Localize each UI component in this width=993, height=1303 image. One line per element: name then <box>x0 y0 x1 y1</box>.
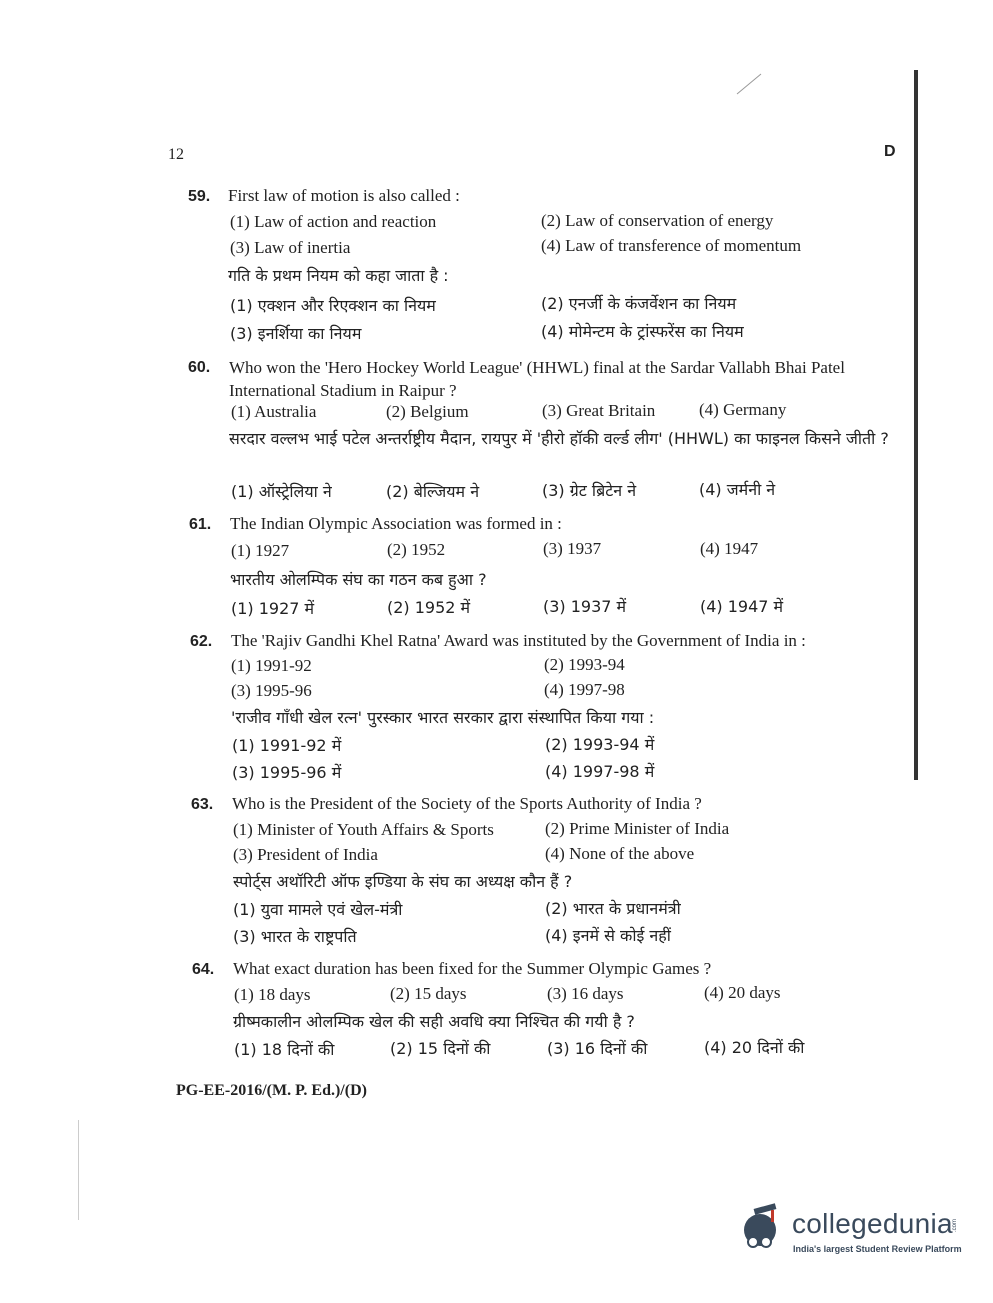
option-hi-3: (3) 1937 में <box>543 597 627 616</box>
question-number: 62. <box>190 633 213 650</box>
option-en-2: (2) Belgium <box>386 402 469 421</box>
option-hi-1: (1) 18 दिनों की <box>234 1040 335 1059</box>
question-text-en: The 'Rajiv Gandhi Khel Ratna' Award was instituted by the Government of India in : <box>231 631 806 650</box>
option-en-3: (3) 1937 <box>543 539 602 558</box>
question-text-hi: गति के प्रथम नियम को कहा जाता है : <box>228 266 449 285</box>
option-en-2: (2) 15 days <box>390 984 467 1003</box>
question-text-en: First law of motion is also called : <box>228 186 460 205</box>
option-en-2: (2) Prime Minister of India <box>545 819 730 838</box>
question-number: 61. <box>189 516 212 533</box>
set-code: D <box>884 143 896 160</box>
option-en-1: (1) 1991-92 <box>231 656 312 675</box>
option-en-1: (1) Law of action and reaction <box>230 212 437 231</box>
question-number: 64. <box>192 961 215 978</box>
page-number: 12 <box>168 146 184 163</box>
logo-dot-com: .com <box>952 1218 958 1232</box>
option-hi-4: (4) 20 दिनों की <box>704 1038 805 1057</box>
question-number: 59. <box>188 188 211 205</box>
question-text-en: Who is the President of the Society of the Sports Authority of India ? <box>232 794 702 813</box>
margin-rule <box>78 1120 79 1220</box>
option-hi-3: (3) ग्रेट ब्रिटेन ने <box>542 481 637 500</box>
option-en-2: (2) 1952 <box>387 540 446 559</box>
option-hi-1: (1) युवा मामले एवं खेल-मंत्री <box>233 900 403 919</box>
pen-mark <box>735 72 765 96</box>
option-hi-1: (1) एक्शन और रिएक्शन का नियम <box>230 296 436 315</box>
option-en-3: (3) President of India <box>233 845 378 864</box>
option-hi-3: (3) 1995-96 में <box>232 763 342 782</box>
option-hi-4: (4) 1997-98 में <box>545 762 655 781</box>
option-en-2: (2) 1993-94 <box>544 655 625 674</box>
option-hi-4: (4) मोमेन्टम के ट्रांस्फरेंस का नियम <box>541 322 744 341</box>
option-en-1: (1) Australia <box>231 402 317 421</box>
option-en-4: (4) Law of transference of momentum <box>541 236 802 255</box>
option-hi-2: (2) एनर्जी के कंजर्वेशन का नियम <box>541 294 737 313</box>
option-hi-2: (2) 1993-94 में <box>545 735 655 754</box>
option-hi-4: (4) जर्मनी ने <box>699 480 776 499</box>
question-text-en: What exact duration has been fixed for the Summer Olympic Games ? <box>233 959 712 978</box>
paper-code: PG-EE-2016/(M. P. Ed.)/(D) <box>176 1082 367 1099</box>
option-hi-4: (4) इनमें से कोई नहीं <box>545 926 671 945</box>
option-hi-1: (1) 1927 में <box>231 599 315 618</box>
option-en-4: (4) 1997-98 <box>544 680 625 699</box>
question-text-hi: भारतीय ओलम्पिक संघ का गठन कब हुआ ? <box>230 570 487 589</box>
question-text-en: Who won the 'Hero Hockey World League' (HHWL) final at the Sardar Vallabh Bhai Patel International Stadium in Raipur ? <box>229 358 845 400</box>
question-number: 63. <box>191 796 214 813</box>
question-text-hi: ग्रीष्मकालीन ओलम्पिक खेल की सही अवधि क्या निश्चित की गयी है ? <box>233 1012 635 1031</box>
option-en-4: (4) None of the above <box>545 844 695 863</box>
option-hi-3: (3) 16 दिनों की <box>547 1039 648 1058</box>
brand-tagline: India's largest Student Review Platform <box>793 1244 962 1254</box>
question-text-hi: स्पोर्ट्स अथॉरिटी ऑफ इण्डिया के संघ का अध्यक्ष कौन हैं ? <box>233 872 573 891</box>
option-en-4: (4) Germany <box>699 400 787 419</box>
option-en-2: (2) Law of conservation of energy <box>541 211 774 230</box>
option-en-3: (3) 16 days <box>547 984 624 1003</box>
mascot-icon <box>744 1203 776 1247</box>
option-en-4: (4) 1947 <box>700 539 759 558</box>
option-hi-2: (2) 15 दिनों की <box>390 1039 491 1058</box>
option-hi-3: (3) भारत के राष्ट्रपति <box>233 927 357 946</box>
brand-name: collegedunia <box>792 1208 953 1239</box>
question-text-hi: 'राजीव गाँधी खेल रत्न' पुरस्कार भारत सरकार द्वारा संस्थापित किया गया : <box>231 708 655 727</box>
option-en-1: (1) 1927 <box>231 541 290 560</box>
option-hi-3: (3) इनर्शिया का नियम <box>230 324 362 343</box>
option-hi-2: (2) बेल्जियम ने <box>386 482 480 501</box>
question-text-hi: सरदार वल्लभ भाई पटेल अन्तर्राष्ट्रीय मैदान, रायपुर में 'हीरो हॉकी वर्ल्ड लीग' (HHWL) का फाइनल किसने जीती ? <box>229 429 889 448</box>
option-hi-2: (2) 1952 में <box>387 598 471 617</box>
option-hi-1: (1) ऑस्ट्रेलिया ने <box>231 482 332 501</box>
option-hi-1: (1) 1991-92 में <box>232 736 342 755</box>
option-en-4: (4) 20 days <box>704 983 781 1002</box>
option-hi-4: (4) 1947 में <box>700 597 784 616</box>
page-edge-rule <box>914 70 918 780</box>
option-hi-2: (2) भारत के प्रधानमंत्री <box>545 899 681 918</box>
option-en-3: (3) Great Britain <box>542 401 656 420</box>
option-en-1: (1) Minister of Youth Affairs & Sports <box>233 820 494 839</box>
option-en-3: (3) Law of inertia <box>230 238 351 257</box>
option-en-1: (1) 18 days <box>234 985 311 1004</box>
option-en-3: (3) 1995-96 <box>231 681 312 700</box>
question-text-en: The Indian Olympic Association was formed in : <box>230 514 562 533</box>
question-number: 60. <box>188 359 211 376</box>
